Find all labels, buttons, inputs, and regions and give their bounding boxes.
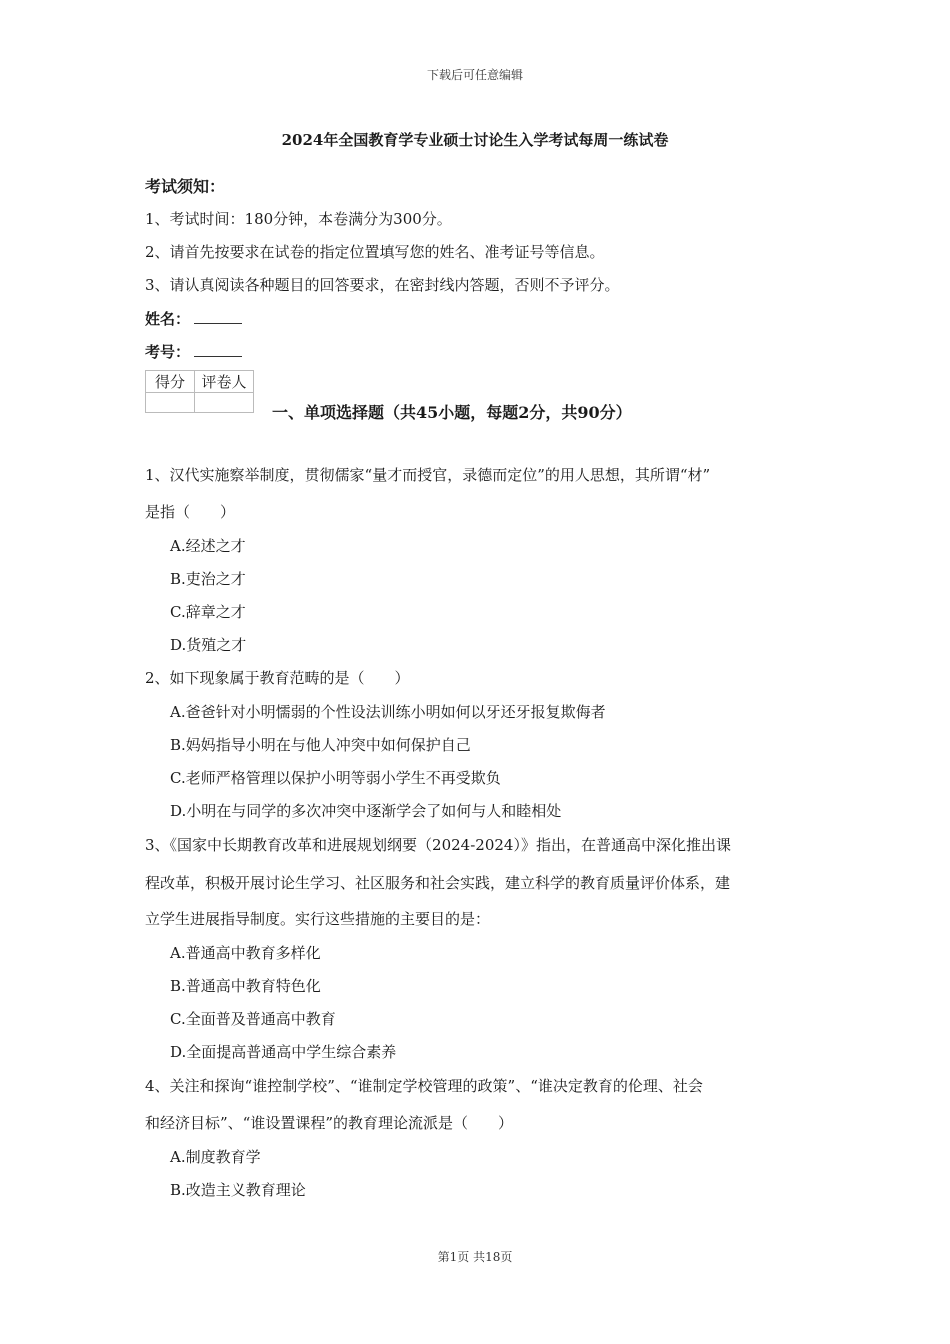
notice-item: 3、请认真阅读各种题目的回答要求，在密封线内答题，否则不予评分。 <box>145 276 620 294</box>
question-text: 3、《国家中长期教育改革和进展规划纲要（2024-2024）》指出，在普通高中深化推出课 <box>145 836 731 854</box>
name-label: 姓名： <box>145 310 191 328</box>
question-text: 和经济目标”、“谁设置课程”的教育理论流派是（ ） <box>145 1114 514 1132</box>
question-text: 1、汉代实施察举制度，贯彻儒家“量才而授官，录德而定位”的用人思想，其所谓“材” <box>145 466 711 484</box>
id-field[interactable] <box>145 341 242 362</box>
score-cell[interactable] <box>146 393 195 413</box>
question-text: 2、如下现象属于教育范畴的是（ ） <box>145 669 410 687</box>
question-text: 立学生进展指导制度。实行这些措施的主要目的是： <box>145 910 491 928</box>
option: A.爸爸针对小明懦弱的个性设法训练小明如何以牙还牙报复欺侮者 <box>170 703 606 721</box>
header-note: 下载后可任意编辑 <box>426 68 523 82</box>
section-heading: 一、单项选择题（共45小题，每题2分，共90分） <box>272 403 632 422</box>
notice-item: 1、考试时间：180分钟，本卷满分为300分。 <box>145 210 452 228</box>
grader-cell[interactable] <box>195 393 254 413</box>
id-label: 考号： <box>145 343 191 361</box>
option: D.全面提高普通高中学生综合素养 <box>170 1043 397 1061</box>
option: A.经述之才 <box>170 537 246 555</box>
notice-heading: 考试须知： <box>145 177 226 196</box>
option: A.制度教育学 <box>170 1148 261 1166</box>
option: B.普通高中教育特色化 <box>170 977 321 995</box>
option: B.妈妈指导小明在与他人冲突中如何保护自己 <box>170 736 471 754</box>
notice-item: 2、请首先按要求在试卷的指定位置填写您的姓名、准考证号等信息。 <box>145 243 605 261</box>
id-blank[interactable] <box>194 342 242 357</box>
option: D.货殖之才 <box>170 636 247 654</box>
option: D.小明在与同学的多次冲突中逐渐学会了如何与人和睦相处 <box>170 802 562 820</box>
option: C.辞章之才 <box>170 603 246 621</box>
option: B.吏治之才 <box>170 570 246 588</box>
name-field[interactable] <box>145 308 242 329</box>
name-blank[interactable] <box>194 309 242 324</box>
option: B.改造主义教育理论 <box>170 1181 306 1199</box>
option: A.普通高中教育多样化 <box>170 944 321 962</box>
page-footer: 第1页 共18页 <box>437 1250 513 1264</box>
grader-header: 评卷人 <box>195 371 254 393</box>
score-header: 得分 <box>146 371 195 393</box>
document-title: 2024年全国教育学专业硕士讨论生入学考试每周一练试卷 <box>281 131 669 149</box>
score-table <box>145 370 254 413</box>
question-text: 4、关注和探询“谁控制学校”、“谁制定学校管理的政策”、“谁决定教育的伦理、社会 <box>145 1077 703 1095</box>
question-text: 是指（ ） <box>145 503 236 521</box>
option: C.老师严格管理以保护小明等弱小学生不再受欺负 <box>170 769 501 787</box>
option: C.全面普及普通高中教育 <box>170 1010 336 1028</box>
question-text: 程改革，积极开展讨论生学习、社区服务和社会实践，建立科学的教育质量评价体系，建 <box>145 874 731 892</box>
